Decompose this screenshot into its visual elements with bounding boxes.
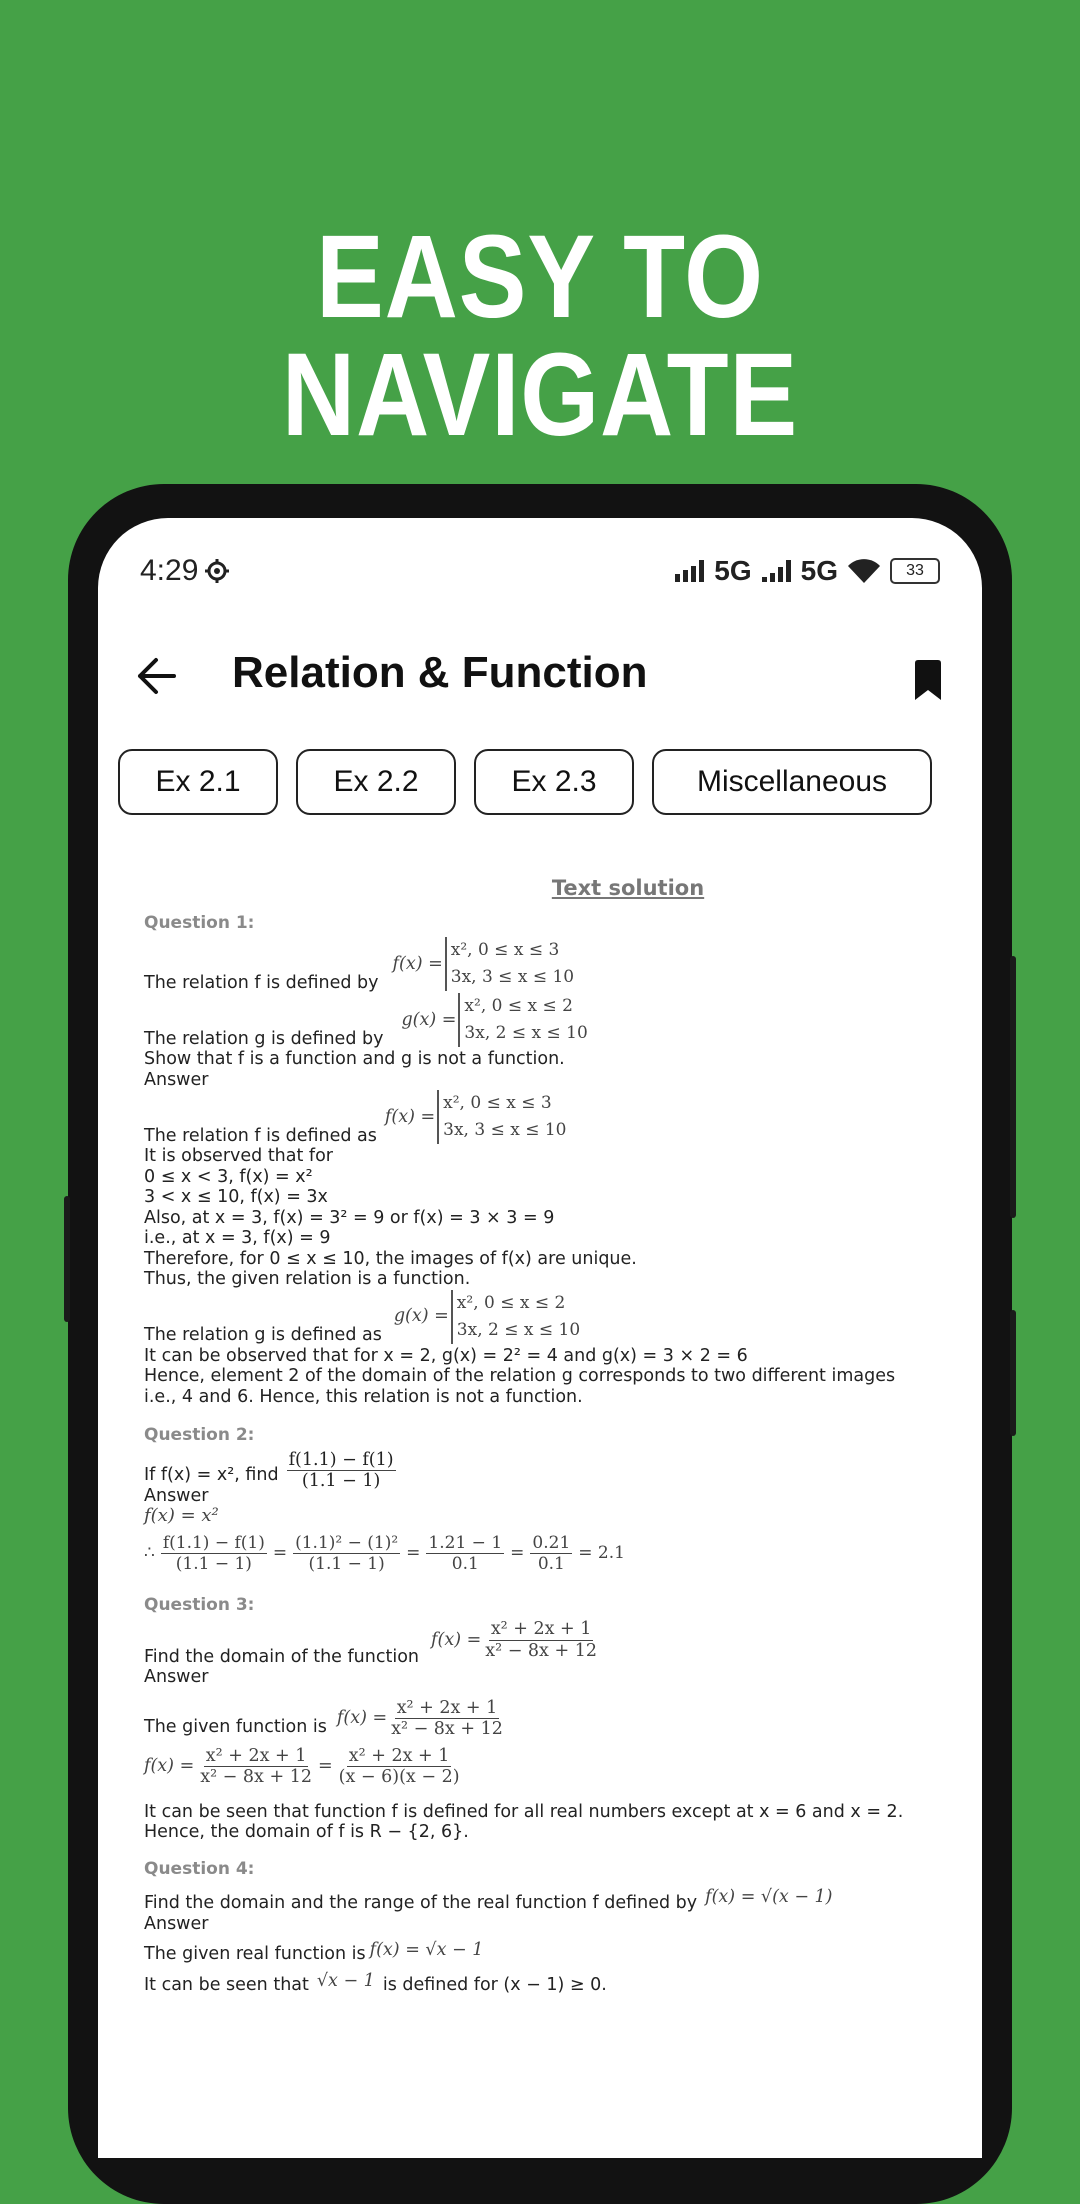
wifi-icon <box>848 559 880 583</box>
q4-given-function: The given real function is f(x) = √x − 1 <box>144 1940 484 1964</box>
q3-factorised: f(x) = $\frac{\text{x² + 2x + 1}}{\text{x² − 8x + 12}}$ = $\frac{\text{x² + 2x + 1}}{(x - 6)(x - 2)}$ <box>144 1745 460 1787</box>
app-bar <box>98 618 982 738</box>
text-line: Show that f is a function and g is not a function. <box>144 1049 565 1069</box>
status-time: 4:29 <box>140 554 199 587</box>
status-bar <box>140 548 940 594</box>
text-line: Thus, the given relation is a function. <box>144 1269 471 1289</box>
phone-side-button <box>64 1196 70 1322</box>
phone-side-button <box>1010 1310 1016 1436</box>
question-label: Question 3: <box>144 1594 255 1615</box>
text-line: i.e., 4 and 6. Hence, this relation is not a function. <box>144 1386 583 1407</box>
phone-screen <box>98 518 982 2158</box>
solution-content <box>144 878 942 1995</box>
answer-label: Answer <box>144 1069 209 1090</box>
exercise-tabs <box>118 749 962 815</box>
q2-statement: If f(x) = x², find $\frac{f(1.1) - f(1)}{(1.1 - 1)}$ <box>144 1449 394 1491</box>
text-line: 3 < x ≤ 10, f(x) = 3x <box>144 1187 328 1207</box>
answer-label: Answer <box>144 1913 209 1934</box>
text-line: It is observed that for <box>144 1146 333 1166</box>
q3-statement: Find the domain of the function f(x) = $\frac{\text{x² + 2x + 1}}{\text{x² − 8x + 12}}$ <box>144 1619 597 1667</box>
q4-statement: Find the domain and the range of the real function f defined by f(x) = √(x − 1) <box>144 1887 833 1913</box>
q1-f-defined-as: The relation f is defined as f(x) = x², 0 ≤ x ≤ 3 3x, 3 ≤ x ≤ 10 <box>144 1090 942 1146</box>
text-line: Hence, element 2 of the domain of the relation g corresponds to two different images <box>144 1366 896 1386</box>
text-solution-heading: Text solution <box>551 876 705 900</box>
network-type-2: 5G <box>800 555 838 586</box>
signal-icon <box>762 560 791 582</box>
signal-icon <box>675 560 704 582</box>
text-line: Hence, the domain of f is R − {2, 6}. <box>144 1822 469 1842</box>
bookmark-icon[interactable] <box>912 660 944 700</box>
text-line: It can be seen that function f is defined for all real numbers except at x = 6 and x = 2. <box>144 1801 904 1822</box>
text-line: 0 ≤ x < 3, f(x) = x² <box>144 1166 313 1187</box>
text-line: Therefore, for 0 ≤ x ≤ 10, the images of f(x) are unique. <box>144 1248 637 1269</box>
phone-side-button <box>1010 956 1016 1218</box>
tab-miscellaneous[interactable]: Miscellaneous <box>652 749 932 815</box>
q1-g-definition: The relation g is defined by g(x) = x², 0 ≤ x ≤ 2 3x, 2 ≤ x ≤ 10 <box>144 993 942 1049</box>
tab-ex-2-1[interactable]: Ex 2.1 <box>118 749 278 815</box>
q1-g-defined-as: The relation g is defined as g(x) = x², 0 ≤ x ≤ 2 3x, 2 ≤ x ≤ 10 <box>144 1290 942 1346</box>
q1-f-definition: The relation f is defined by f(x) = x², 0 ≤ x ≤ 3 3x, 3 ≤ x ≤ 10 <box>144 937 942 993</box>
headline: EASY TO NAVIGATE <box>281 211 799 461</box>
tab-ex-2-3[interactable]: Ex 2.3 <box>474 749 634 815</box>
q3-given-function: The given function is f(x) = $\frac{\text{x² + 2x + 1}}{\text{x² − 8x + 12}}$ <box>144 1697 503 1739</box>
answer-label: Answer <box>144 1485 209 1506</box>
text-line: i.e., at x = 3, f(x) = 9 <box>144 1228 331 1248</box>
text-line: It can be observed that for x = 2, g(x) = 2² = 4 and g(x) = 3 × 2 = 6 <box>144 1345 748 1366</box>
answer-label: Answer <box>144 1667 209 1687</box>
battery-icon: 33 <box>890 558 940 584</box>
page-title: Relation & Function <box>232 648 648 697</box>
back-arrow-icon[interactable] <box>136 656 176 696</box>
question-label: Question 2: <box>144 1425 255 1445</box>
settings-gear-icon <box>204 558 230 584</box>
question-label: Question 1: <box>144 912 255 933</box>
network-type-1: 5G <box>714 555 752 586</box>
tab-ex-2-2[interactable]: Ex 2.2 <box>296 749 456 815</box>
text-line: Also, at x = 3, f(x) = 3² = 9 or f(x) = 3 × 3 = 9 <box>144 1207 555 1228</box>
q4-defined-line: It can be seen that √x − 1 is defined for (x − 1) ≥ 0. <box>144 1970 607 1995</box>
q2-solution: ∴ $\frac{f(1.1) - f(1)}{(1.1 - 1)}$ = $\frac{\text{(1.1)² − (1)²}}{(1.1 - 1)}$ = $\frac{1.21 - 1}{0.1}$ = $\frac{0.21}{0.1}$ = 2.1 <box>144 1532 625 1574</box>
question-label: Question 4: <box>144 1858 255 1879</box>
q2-fx: f(x) = x² <box>144 1505 219 1526</box>
